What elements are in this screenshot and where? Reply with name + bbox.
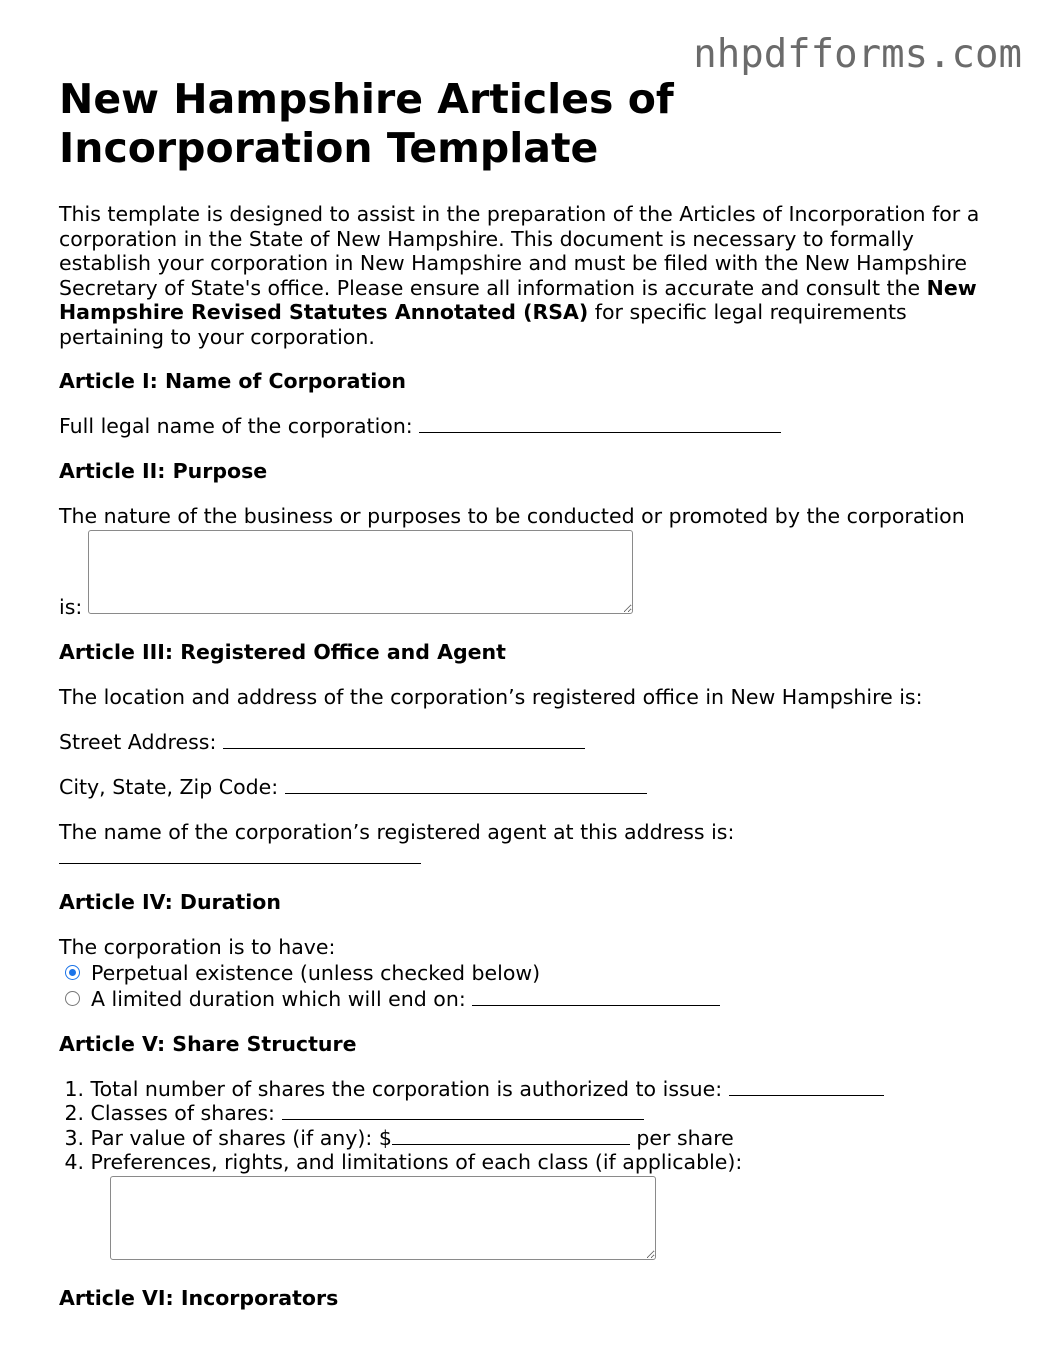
site-watermark: nhpdfforms.com	[693, 32, 1022, 77]
purpose-label-line2: is:	[59, 595, 83, 619]
registered-agent-label: The name of the corporation’s registered agent at this address is:	[59, 820, 735, 844]
article-5-heading: Article V: Share Structure	[59, 1032, 357, 1056]
limited-duration-end-date-blank[interactable]	[472, 987, 720, 1006]
article-6-heading: Article VI: Incorporators	[59, 1286, 339, 1310]
registered-agent-blank[interactable]	[59, 845, 421, 864]
city-state-zip-blank[interactable]	[285, 775, 647, 794]
share-item-4	[64, 1150, 743, 1175]
page-title: New Hampshire Articles of Incorporation Template	[59, 75, 674, 172]
share-item-2	[64, 1101, 644, 1126]
perpetual-existence-radio[interactable]	[65, 965, 80, 980]
article-4-heading: Article IV: Duration	[59, 890, 281, 914]
par-value-blank[interactable]	[392, 1126, 630, 1145]
share-item-3-suffix: per share	[629, 1126, 734, 1150]
share-item-2-label: Classes of shares:	[90, 1101, 275, 1125]
share-item-1-number: 1.	[64, 1077, 84, 1101]
article-3-heading: Article III: Registered Office and Agent	[59, 640, 506, 664]
purpose-textarea[interactable]	[88, 530, 633, 614]
article-1-heading: Article I: Name of Corporation	[59, 369, 406, 393]
street-address-label: Street Address:	[59, 730, 217, 754]
share-classes-blank[interactable]	[282, 1101, 644, 1120]
share-item-3-label: Par value of shares (if any): $	[90, 1126, 392, 1150]
intro-paragraph	[59, 202, 999, 349]
street-address-row	[59, 730, 585, 755]
share-preferences-textarea[interactable]	[110, 1176, 656, 1260]
corporation-name-blank[interactable]	[419, 414, 781, 433]
corporation-name-row	[59, 414, 781, 439]
authorized-shares-blank[interactable]	[729, 1077, 884, 1096]
duration-intro: The corporation is to have:	[59, 935, 336, 959]
share-item-3-number: 3.	[64, 1126, 84, 1150]
corporation-name-label: Full legal name of the corporation:	[59, 414, 413, 438]
intro-text-before: This template is designed to assist in the preparation of the Articles of Incorporation for a corporation in the State of New Hampshire. This document is necessary to formally establish your corporation in New Hampshire and must be filed with the New Hampshire Secretary of State's office. Please ensure all information is accurate and consult the	[59, 202, 980, 300]
share-item-3	[64, 1126, 734, 1151]
intro-rsa-reference: New Hampshire Revised Statutes Annotated (RSA)	[59, 275, 977, 324]
limited-duration-row	[91, 987, 720, 1012]
share-item-4-label: Preferences, rights, and limitations of each class (if applicable):	[90, 1150, 743, 1174]
share-item-4-number: 4.	[64, 1150, 84, 1174]
perpetual-existence-label: Perpetual existence (unless checked below)	[91, 961, 541, 985]
share-item-1	[64, 1077, 884, 1102]
limited-duration-label: A limited duration which will end on:	[91, 987, 466, 1011]
share-item-2-number: 2.	[64, 1101, 84, 1125]
registered-office-intro: The location and address of the corporation’s registered office in New Hampshire is:	[59, 685, 923, 709]
intro-text-after: for specific legal requirements pertaining to your corporation.	[59, 300, 907, 349]
registered-agent-row	[59, 845, 421, 870]
share-item-1-label: Total number of shares the corporation is authorized to issue:	[90, 1077, 723, 1101]
article-2-heading: Article II: Purpose	[59, 459, 268, 483]
street-address-blank[interactable]	[223, 730, 585, 749]
city-state-zip-label: City, State, Zip Code:	[59, 775, 279, 799]
purpose-label-line1: The nature of the business or purposes to be conducted or promoted by the corporation	[59, 504, 965, 528]
limited-duration-radio[interactable]	[65, 991, 80, 1006]
city-state-zip-row	[59, 775, 647, 800]
